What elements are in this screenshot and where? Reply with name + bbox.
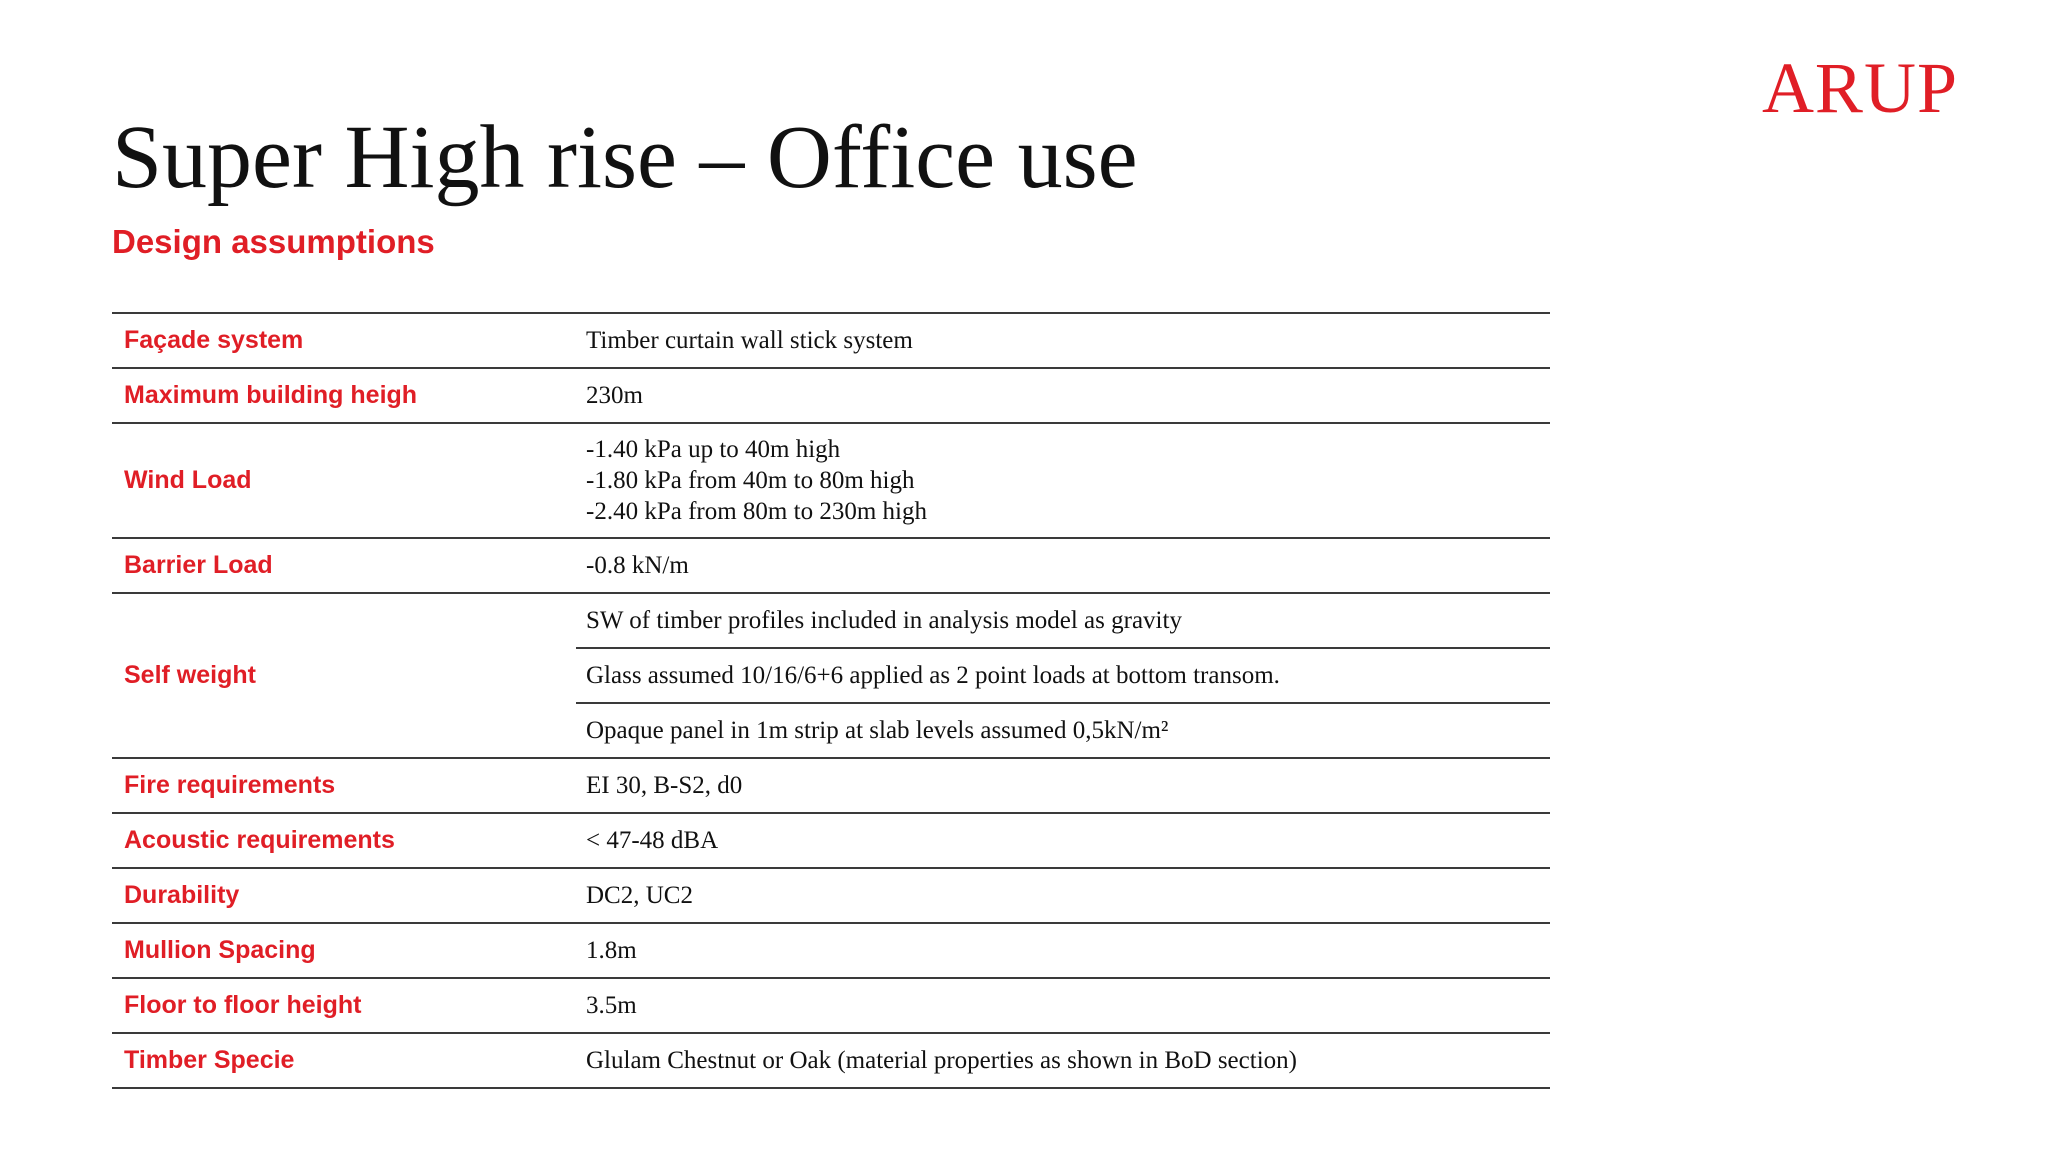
- row-value: -0.8 kN/m: [586, 551, 689, 579]
- table-row-fire-requirements: [112, 759, 1550, 814]
- row-label: Maximum building heigh: [124, 381, 418, 409]
- row-label: Floor to floor height: [124, 991, 362, 1019]
- table-row-floor-to-floor-height: [112, 979, 1550, 1034]
- row-value: 230m: [586, 381, 643, 409]
- row-value-line: -2.40 kPa from 80m to 230m high: [586, 498, 927, 525]
- table-row-durability: [112, 869, 1550, 924]
- row-value: < 47-48 dBA: [586, 826, 719, 854]
- row-value: 1.8m: [586, 936, 637, 964]
- row-label: Durability: [124, 881, 240, 909]
- row-value-subrow: Opaque panel in 1m strip at slab levels assumed 0,5kN/m²: [586, 716, 1169, 744]
- row-value-line: -1.40 kPa up to 40m high: [586, 436, 841, 463]
- row-label: Barrier Load: [124, 551, 273, 579]
- page-title: Super High rise – Office use: [112, 108, 1138, 207]
- row-label: Self weight: [124, 661, 256, 689]
- row-label: Fire requirements: [124, 771, 336, 799]
- row-label: Mullion Spacing: [124, 936, 316, 964]
- row-value-line: -1.80 kPa from 40m to 80m high: [586, 467, 915, 494]
- table-row-wind-load: [112, 424, 1550, 539]
- table-row-facade-system: [112, 314, 1550, 369]
- table-row-self-weight: [112, 594, 1550, 759]
- table-row-mullion-spacing: [112, 924, 1550, 979]
- table-row-barrier-load: [112, 539, 1550, 594]
- row-label: Wind Load: [124, 466, 252, 494]
- design-assumptions-table: [112, 312, 1550, 1089]
- row-label: Façade system: [124, 326, 304, 354]
- row-value: Timber curtain wall stick system: [586, 326, 913, 354]
- row-value: EI 30, B-S2, d0: [586, 771, 743, 799]
- row-value: 3.5m: [586, 991, 637, 1019]
- table-row-max-building-height: [112, 369, 1550, 424]
- row-value-subrow: Glass assumed 10/16/6+6 applied as 2 point loads at bottom transom.: [576, 649, 1550, 704]
- row-value-subrow: SW of timber profiles included in analysis model as gravity: [576, 594, 1550, 649]
- row-label: Timber Specie: [124, 1046, 295, 1074]
- page-subtitle: Design assumptions: [112, 223, 435, 260]
- table-row-timber-specie: [112, 1034, 1550, 1089]
- table-row-acoustic-requirements: [112, 814, 1550, 869]
- arup-logo: ARUP: [1761, 48, 1958, 128]
- row-label: Acoustic requirements: [124, 826, 395, 854]
- row-value: Glulam Chestnut or Oak (material properties as shown in BoD section): [586, 1046, 1297, 1074]
- row-value: DC2, UC2: [586, 881, 693, 909]
